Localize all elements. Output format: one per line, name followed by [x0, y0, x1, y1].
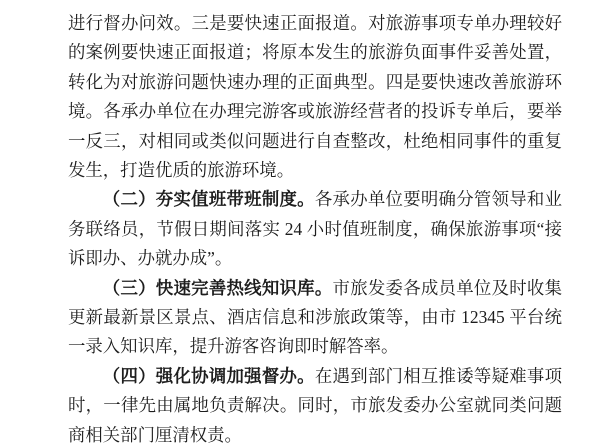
paragraph-item-two: [68, 185, 562, 273]
paragraph-text: 市旅发委各成员单位及时收集更新最新景区景点、酒店信息和涉旅政策等，由市 12345 平台统一录入知识库，提升游客咨询即时解答率。: [68, 277, 562, 357]
paragraph-text: 各承办单位要明确分管领导和业务联络员，节假日期间落实 24 小时值班制度，确保旅游事项“接诉即办、办就办成”。: [68, 189, 562, 269]
item-three-heading: （三）快速完善热线知识库。: [102, 277, 333, 298]
paragraph-text: 进行督办问效。三是要快速正面报道。对旅游事项专单办理较好的案例要快速正面报道；将原本发生的旅游负面事件妥善处置，转化为对旅游问题快速办理的正面典型。四是要快速改善旅游环境。各承办单位在办理完游客或旅游经营者的投诉专单后，要举一反三，对相同或类似问题进行自查整改，杜绝相同事件的重复发生，打造优质的旅游环境。: [68, 13, 562, 181]
paragraph-item-three: [68, 274, 562, 362]
item-four-heading: （四）强化协调加强督办。: [102, 365, 315, 386]
item-two-heading: （二）夯实值班带班制度。: [102, 189, 315, 210]
paragraph-item-four: [68, 362, 562, 446]
paragraph-continuation: [68, 9, 562, 185]
paragraph-text: 在遇到部门相互推诿等疑难事项时，一律先由属地负责解决。同时，市旅发委办公室就同类问题商相关部门厘清权责。: [68, 365, 562, 445]
